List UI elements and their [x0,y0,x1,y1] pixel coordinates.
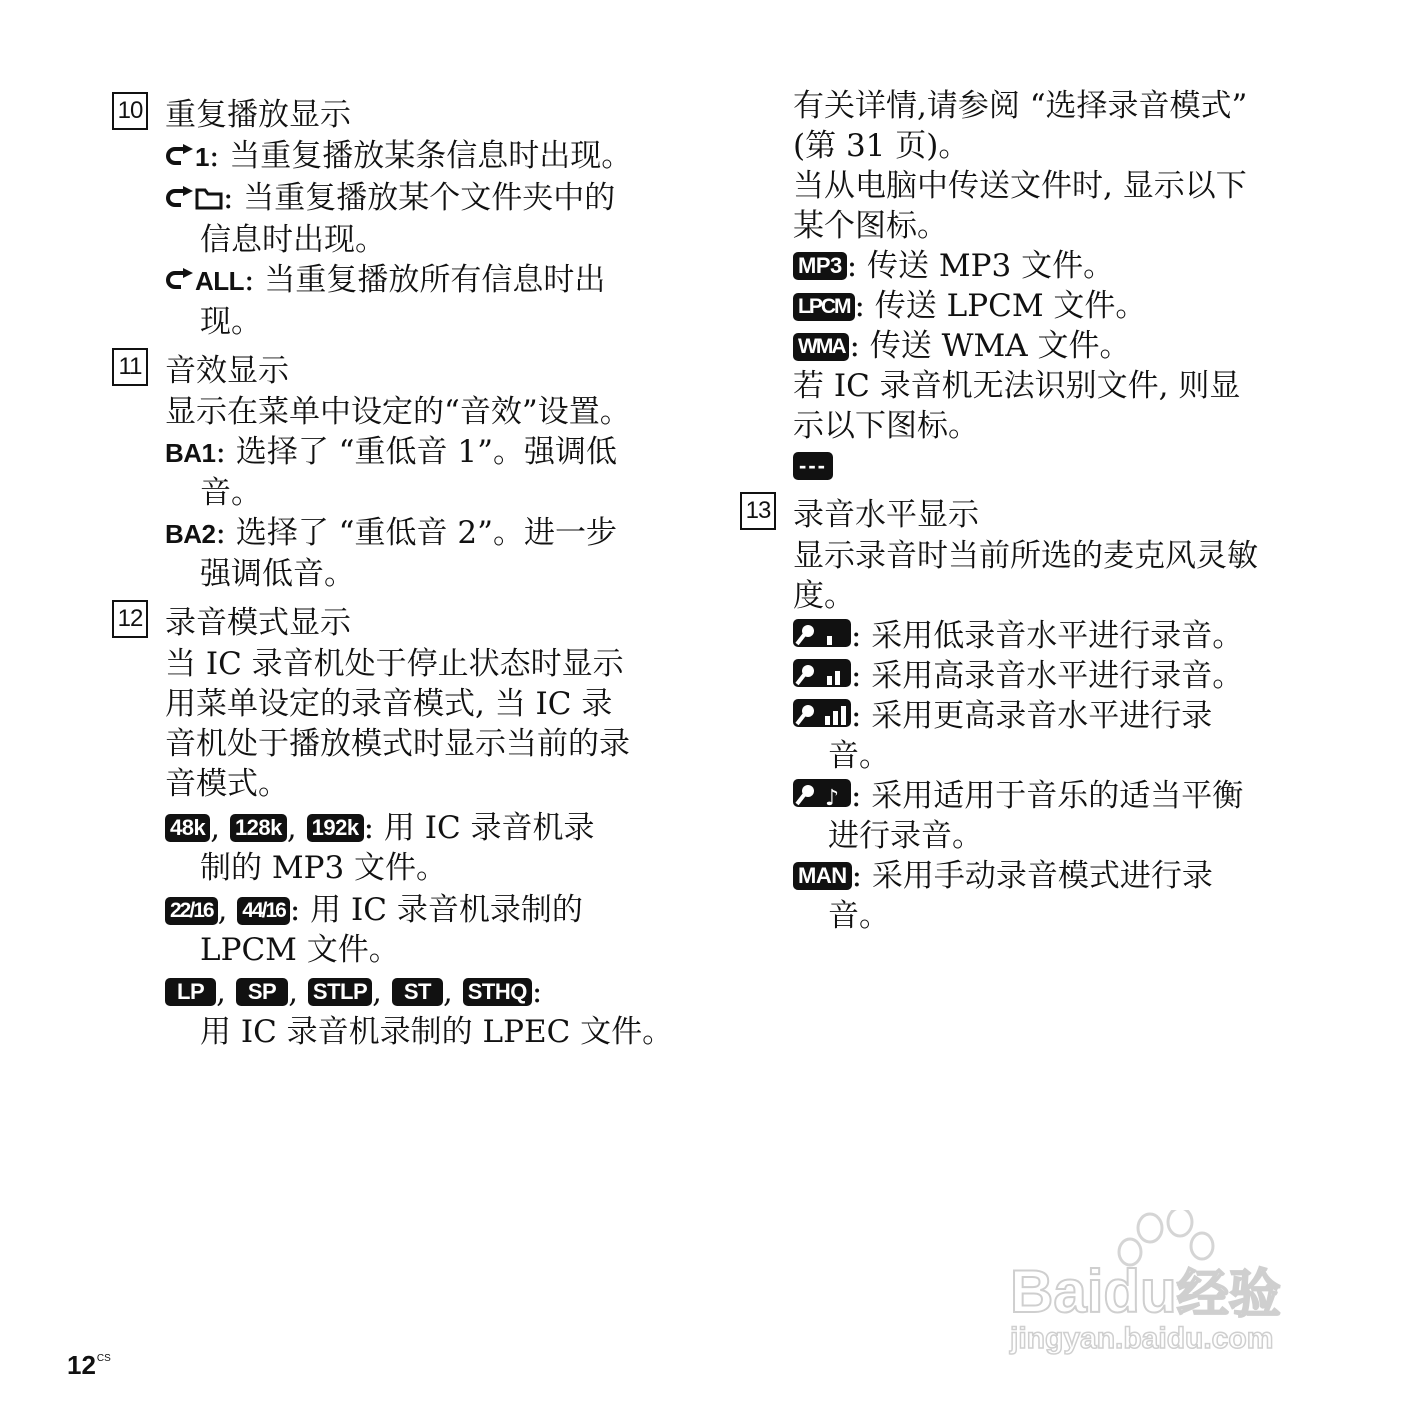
section-10-heading [112,86,692,136]
mic-high-item [793,656,1353,696]
right-column [745,86,1353,936]
page-number-suffix: CS [96,1353,111,1364]
mic-music-item [793,776,1353,856]
item-text-continued: 进行录音。 [828,818,983,854]
baidu-watermark [1010,1210,1340,1360]
mode-badge-192k: 192k [307,814,364,842]
item-text-continued: 强调低音。 [200,556,355,592]
separator: , [288,974,299,1010]
repeat-all-symbol: ALL [195,266,245,296]
item-text: : 采用低录音水平进行录音。 [851,618,1244,654]
item-text-continued: 用 IC 录音机录制的 LPEC 文件。 [200,1014,674,1050]
description-line: 音模式。 [165,766,289,802]
mode-badge-sp: SP [236,978,288,1006]
mic-higher-item [793,696,1353,776]
item-text: : 采用手动录音模式进行录 [851,858,1213,894]
separator: , [372,974,383,1010]
description-line: 用菜单设定的录音模式, 当 IC 录 [165,686,613,722]
section-title: 重复播放显示 [165,96,351,133]
watermark-url: jingyan.baidu.com [1010,1322,1274,1355]
item-text-continued: LPCM 文件。 [200,932,400,968]
unknown-file-item [793,446,1353,486]
item-text: : [531,974,543,1010]
unknown-file-badge: --- [793,452,833,480]
separator: , [210,810,221,846]
manual-badge: MAN [793,862,852,890]
folder-icon [195,180,223,220]
item-text: : 用 IC 录音机录制的 [289,892,583,928]
separator: , [443,974,453,1010]
repeat-all-item [112,260,692,342]
repeat-icon [165,262,195,302]
section-title: 录音模式显示 [165,604,351,641]
section-number: 11 [112,348,148,386]
ba1-symbol: BA1 [165,438,216,468]
repeat-icon [165,180,195,220]
item-text-continued: 现。 [200,304,262,340]
item-text: : 用 IC 录音机录 [363,810,595,846]
lpec-modes-item [112,972,692,1052]
item-text: : 采用适用于音乐的适当平衡 [851,778,1244,814]
unknown-file-text [793,366,1353,446]
transfer-mp3-item [793,246,1353,286]
mic-manual-item [793,856,1353,936]
watermark-brand: Bai [1010,1258,1104,1325]
section-number: 12 [112,600,148,638]
mode-badge-lp: LP [165,978,216,1006]
mp3-modes-item [112,808,692,888]
section-title: 录音水平显示 [793,496,979,533]
text-line: (第 31 页)。 [793,128,970,164]
section-11-heading [112,342,692,392]
continued-text [793,86,1353,246]
item-text: : 采用更高录音水平进行录 [851,698,1213,734]
mic-low-icon [793,619,851,647]
paw-logo-icon [1010,1210,1340,1360]
text-line: 若 IC 录音机无法识别文件, 则显 [793,368,1241,404]
page-number [67,1350,111,1381]
description-line: 显示录音时当前所选的麦克风灵敏 [793,538,1258,574]
description-line: 当 IC 录音机处于停止状态时显示 [165,646,624,682]
item-text-continued: 制的 MP3 文件。 [200,850,448,886]
page-number-value: 12 [67,1350,96,1380]
mode-badge-22-16: 22/16 [165,897,218,925]
item-text: : 传送 LPCM 文件。 [854,288,1147,324]
repeat-one-symbol: 1 [195,142,209,172]
ba2-item [112,513,692,594]
mode-badge-128k: 128k [230,814,287,842]
watermark-cn: 经验 [1176,1266,1281,1324]
item-text-continued: 音。 [828,738,890,774]
item-text: : 当重复播放某条信息时出现。 [208,138,633,174]
item-text: : 采用高录音水平进行录音。 [851,658,1244,694]
mode-badge-44-16: 44/16 [237,897,290,925]
mic-high-icon [793,659,851,687]
section-number: 10 [112,92,148,130]
text-line: 当从电脑中传送文件时, 显示以下 [793,168,1247,204]
separator: , [216,974,226,1010]
item-text: : 传送 MP3 文件。 [846,248,1115,284]
mic-higher-icon [793,699,851,727]
item-text-continued: 音。 [828,898,890,934]
repeat-folder-item [112,178,692,260]
repeat-one-item [112,136,692,178]
watermark-brand-2: du [1103,1258,1177,1325]
separator: , [286,810,297,846]
text-line: 示以下图标。 [793,408,979,444]
mode-badge-st: ST [392,978,443,1006]
separator: , [217,892,228,928]
text-line: 有关详情,请参阅 “选择录音模式” [793,88,1248,124]
mic-low-item [793,616,1353,656]
text-line: 某个图标。 [793,208,948,244]
description-line: 度。 [793,578,855,614]
lpcm-badge: LPCM [793,293,855,321]
ba1-item [112,432,692,513]
mode-badge-stlp: STLP [308,978,372,1006]
mode-badge-sthq: STHQ [463,978,532,1006]
item-text-continued: 音。 [200,475,262,511]
item-text: : 选择了 “重低音 2”。进一步 [215,515,617,551]
item-text-continued: 信息时出现。 [200,222,386,258]
item-text: : 当重复播放所有信息时出 [244,262,606,298]
svg-text:♪: ♪ [825,786,840,809]
section-title: 音效显示 [165,352,289,389]
mode-badge-48k: 48k [165,814,210,842]
section-number: 13 [740,492,776,530]
mp3-badge: MP3 [793,252,847,280]
item-text: : 当重复播放某个文件夹中的 [223,180,616,216]
transfer-wma-item [793,326,1353,366]
section-description: 显示在菜单中设定的“音效”设置。 [165,394,631,430]
section-description [112,644,692,804]
item-text: : 选择了 “重低音 1”。强调低 [215,434,617,470]
section-12-heading [112,594,692,644]
section-13-heading [740,486,1353,536]
wma-badge: WMA [793,333,849,361]
transfer-lpcm-item [793,286,1353,326]
ba2-symbol: BA2 [165,519,216,549]
item-text: : 传送 WMA 文件。 [849,328,1131,364]
description-line: 音机处于播放模式时显示当前的录 [165,726,630,762]
repeat-icon [165,138,195,178]
left-column [112,86,692,1052]
section-description [793,536,1353,616]
lpcm-modes-item [112,890,692,970]
mic-music-icon [793,779,851,807]
